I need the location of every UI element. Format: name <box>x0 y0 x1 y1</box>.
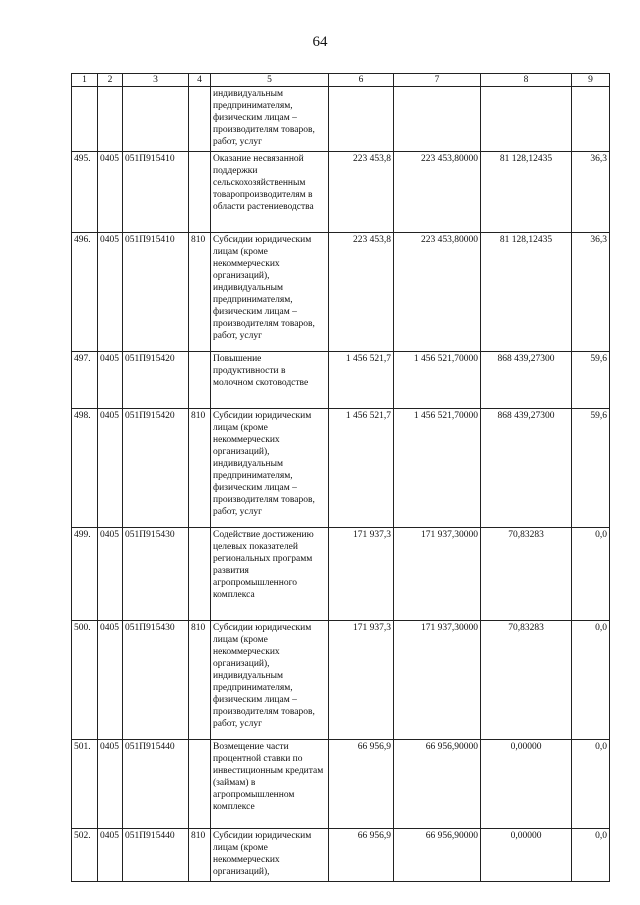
row-number: 499. <box>72 528 98 621</box>
row-target-code: 051П915440 <box>123 740 189 829</box>
row-percent: 0,0 <box>572 621 610 740</box>
row-refined-amount: 171 937,30000 <box>394 621 481 740</box>
row-executed-amount: 0,00000 <box>481 829 572 882</box>
header-cell: 2 <box>98 74 123 87</box>
row-percent: 0,0 <box>572 829 610 882</box>
row-section: 0405 <box>98 352 123 409</box>
row-executed-amount: 81 128,12435 <box>481 233 572 352</box>
row-percent: 36,3 <box>572 152 610 233</box>
table-row <box>72 740 610 829</box>
row-target-code: 051П915420 <box>123 409 189 528</box>
table-header-row <box>72 74 610 87</box>
table-row <box>72 621 610 740</box>
row-executed-amount: 70,83283 <box>481 528 572 621</box>
row-expense-type: 810 <box>189 233 211 352</box>
row-plan-amount: 171 937,3 <box>329 621 394 740</box>
header-cell: 4 <box>189 74 211 87</box>
row-refined-amount: 171 937,30000 <box>394 528 481 621</box>
row-target-code: 051П915420 <box>123 352 189 409</box>
row-section: 0405 <box>98 621 123 740</box>
row-plan-amount: 171 937,3 <box>329 528 394 621</box>
row-plan-amount: 1 456 521,7 <box>329 352 394 409</box>
row-executed-amount: 868 439,27300 <box>481 409 572 528</box>
row-expense-type <box>189 152 211 233</box>
row-target-code: 051П915410 <box>123 152 189 233</box>
row-number: 501. <box>72 740 98 829</box>
header-cell: 6 <box>329 74 394 87</box>
row-section: 0405 <box>98 528 123 621</box>
row-description: Содействие достижению целевых показателей региональных программ развития агропромышленного комплекса <box>211 528 329 621</box>
row-description: Субсидии юридическим лицам (кроме некоммерческих организаций), индивидуальным предпринимателям, физическим лицам – производителям товаров, работ, услуг <box>211 233 329 352</box>
header-cell: 1 <box>72 74 98 87</box>
row-target-code: 051П915410 <box>123 233 189 352</box>
row-description: Повышение продуктивности в молочном скотоводстве <box>211 352 329 409</box>
row-section: 0405 <box>98 829 123 882</box>
row-expense-type: 810 <box>189 829 211 882</box>
row-number: 497. <box>72 352 98 409</box>
row-section: 0405 <box>98 409 123 528</box>
row-refined-amount: 223 453,80000 <box>394 233 481 352</box>
page-number: 64 <box>312 34 328 50</box>
row-executed-amount: 81 128,12435 <box>481 152 572 233</box>
table-row <box>72 233 610 352</box>
row-percent: 59,6 <box>572 409 610 528</box>
row-number: 502. <box>72 829 98 882</box>
row-plan-amount: 223 453,8 <box>329 233 394 352</box>
budget-table <box>71 73 610 882</box>
row-plan-amount: 66 956,9 <box>329 740 394 829</box>
row-percent: 0,0 <box>572 528 610 621</box>
header-cell: 5 <box>211 74 329 87</box>
row-number: 500. <box>72 621 98 740</box>
table-row-continuation <box>72 87 610 152</box>
row-plan-amount: 1 456 521,7 <box>329 409 394 528</box>
row-section: 0405 <box>98 152 123 233</box>
row-section: 0405 <box>98 740 123 829</box>
row-description: Субсидии юридическим лицам (кроме некоммерческих организаций), индивидуальным предпринимателям, физическим лицам – производителям товаров, работ, услуг <box>211 409 329 528</box>
header-cell: 3 <box>123 74 189 87</box>
row-plan-amount: 223 453,8 <box>329 152 394 233</box>
row-target-code: 051П915430 <box>123 621 189 740</box>
header-cell: 8 <box>481 74 572 87</box>
table-row <box>72 409 610 528</box>
row-description: Оказание несвязанной поддержки сельскохозяйственным товаропроизводителям в области растениеводства <box>211 152 329 233</box>
row-executed-amount: 70,83283 <box>481 621 572 740</box>
row-target-code: 051П915430 <box>123 528 189 621</box>
header-cell: 7 <box>394 74 481 87</box>
table-row <box>72 152 610 233</box>
row-expense-type: 810 <box>189 409 211 528</box>
table-row <box>72 528 610 621</box>
row-section: 0405 <box>98 233 123 352</box>
row-description: индивидуальным предпринимателям, физическим лицам – производителям товаров, работ, услуг <box>211 87 329 152</box>
header-cell: 9 <box>572 74 610 87</box>
row-target-code: 051П915440 <box>123 829 189 882</box>
row-executed-amount: 868 439,27300 <box>481 352 572 409</box>
row-expense-type <box>189 740 211 829</box>
row-percent: 36,3 <box>572 233 610 352</box>
row-percent: 59,6 <box>572 352 610 409</box>
row-refined-amount: 1 456 521,70000 <box>394 409 481 528</box>
row-refined-amount: 66 956,90000 <box>394 829 481 882</box>
row-refined-amount: 223 453,80000 <box>394 152 481 233</box>
row-expense-type <box>189 528 211 621</box>
row-number: 498. <box>72 409 98 528</box>
row-expense-type: 810 <box>189 621 211 740</box>
row-number: 496. <box>72 233 98 352</box>
row-refined-amount: 66 956,90000 <box>394 740 481 829</box>
row-percent: 0,0 <box>572 740 610 829</box>
row-refined-amount: 1 456 521,70000 <box>394 352 481 409</box>
row-description: Субсидии юридическим лицам (кроме некоммерческих организаций), индивидуальным предпринимателям, физическим лицам – производителям товаров, работ, услуг <box>211 621 329 740</box>
table-row <box>72 352 610 409</box>
row-description: Субсидии юридическим лицам (кроме некоммерческих организаций), <box>211 829 329 882</box>
row-description: Возмещение части процентной ставки по инвестиционным кредитам (займам) в агропромышленном комплексе <box>211 740 329 829</box>
row-expense-type <box>189 352 211 409</box>
row-number: 495. <box>72 152 98 233</box>
table-row <box>72 829 610 882</box>
row-executed-amount: 0,00000 <box>481 740 572 829</box>
row-plan-amount: 66 956,9 <box>329 829 394 882</box>
